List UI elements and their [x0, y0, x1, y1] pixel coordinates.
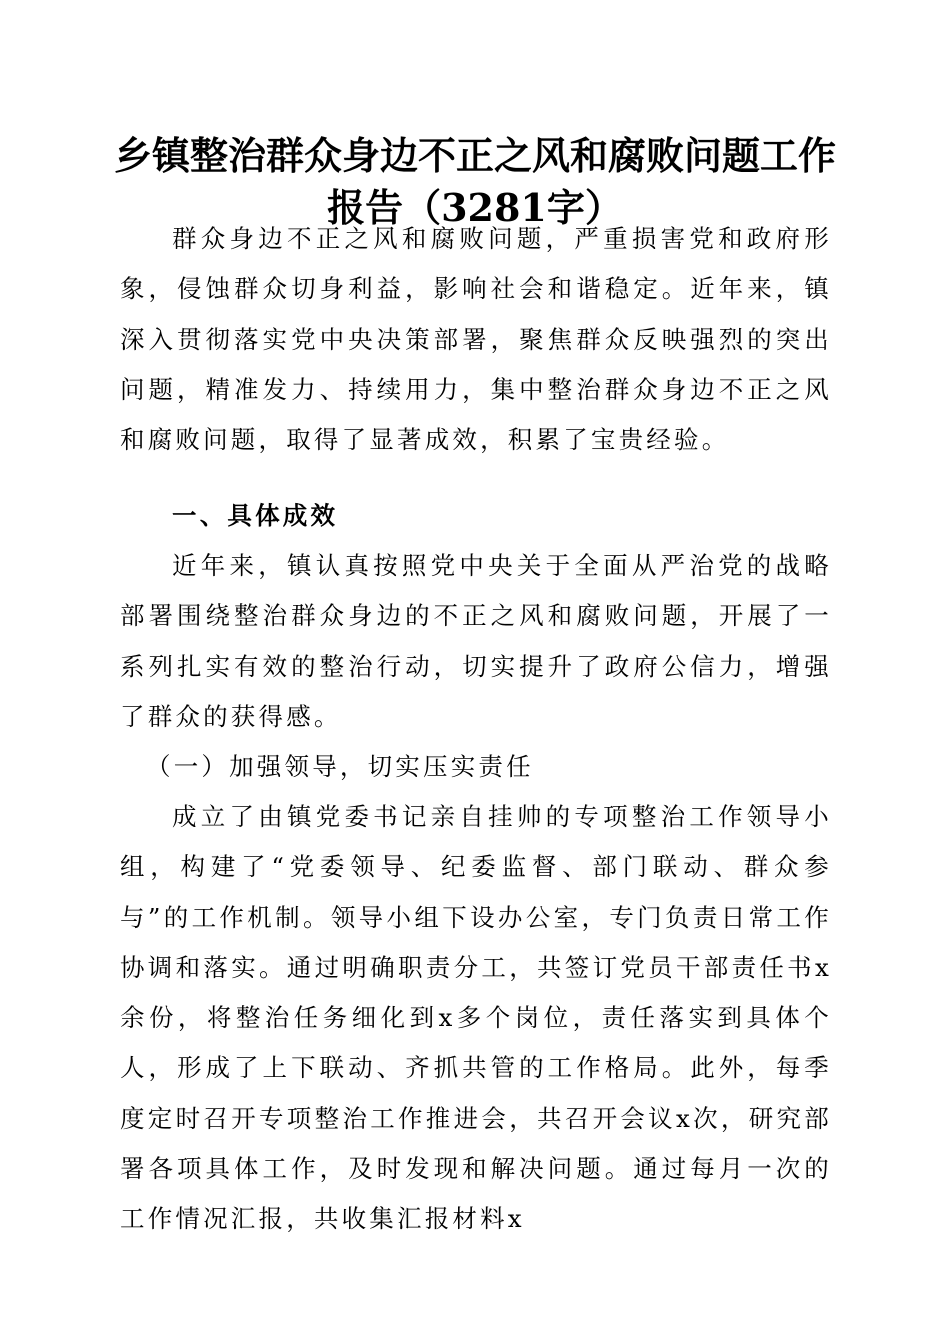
intro-paragraph: 群众身边不正之风和腐败问题，严重损害党和政府形象，侵蚀群众切身利益，影响社会和谐稳定。近年来，镇深入贯彻落实党中央决策部署，聚焦群众反映强烈的突出问题，精准发力、持续用力，集中整治群众身边不正之风和腐败问题，取得了显著成效，积累了宝贵经验。 [120, 224, 832, 455]
section-paragraph: 近年来，镇认真按照党中央关于全面从严治党的战略部署围绕整治群众身边的不正之风和腐败问题，开展了一系列扎实有效的整治行动，切实提升了政府公信力，增强了群众的获得感。 [120, 551, 832, 731]
document-title: 乡镇整治群众身边不正之风和腐败问题工作报告（3281字） [113, 133, 836, 230]
section-heading: 一、具体成效 [172, 501, 339, 530]
subsection-heading: （一）加强领导，切实压实责任 [146, 752, 534, 781]
subsection-paragraph: 成立了由镇党委书记亲自挂帅的专项整治工作领导小组，构建了“党委领导、纪委监督、部门联动、群众参与”的工作机制。领导小组下设办公室，专门负责日常工作协调和落实。通过明确职责分工，共签订党员干部责任书x余份，将整治任务细化到x多个岗位，责任落实到具体个人，形成了上下联动、齐抓共管的工作格局。此外，每季度定时召开专项整治工作推进会，共召开会议x次，研究部署各项具体工作，及时发现和解决问题。通过每月一次的工作情况汇报，共收集汇报材料x [120, 802, 832, 1234]
